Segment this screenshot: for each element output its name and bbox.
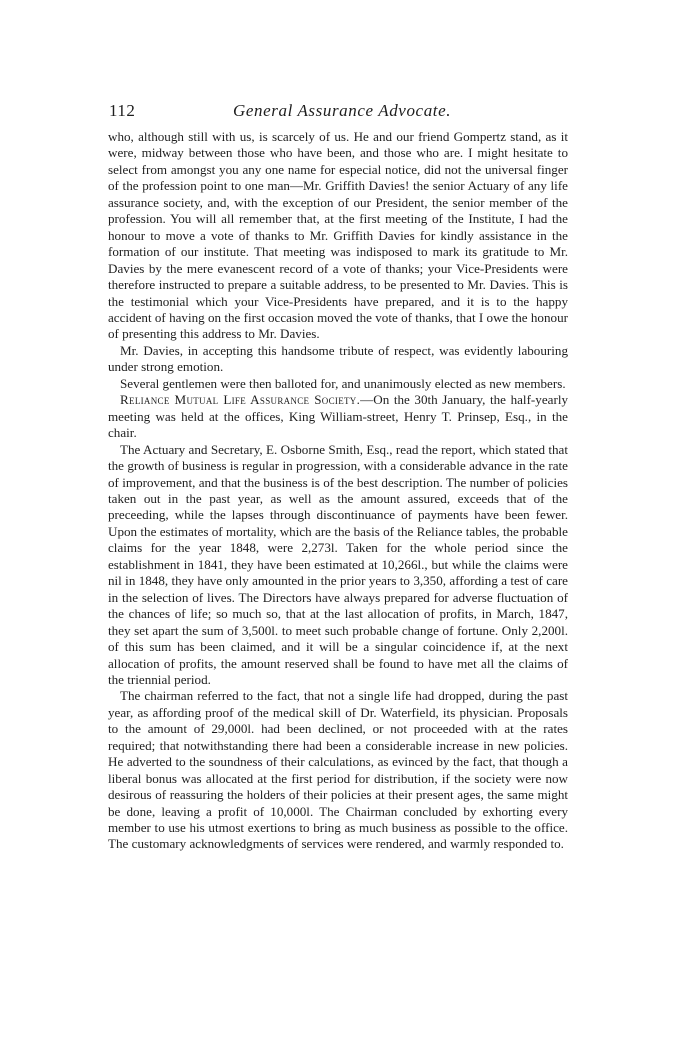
paragraph-chairman: The chairman referred to the fact, that not a single life had dropped, during the past year, as affording proof of the medical skill of Dr. Waterfield, its physician. Proposals to the amount of 29,000l. had been declined, or not proceeded with at the rates required; that notwithstanding there had been a considerable increase in new policies. He adverted to the soundness of their calculations, as evinced by the fact, that though a liberal bonus was allocated at the first period for distribution, if the society were now desirous of reassuring the holders of their policies at their present ages, the same might be done, leaving a profit of 10,000l. The Chairman concluded by exhorting every member to use his utmost exertions to bring as much business as possible to the office. The customary acknowledgments of services were rendered, and warmly responded to. bbox=[108, 688, 568, 852]
paragraph-continued: who, although still with us, is scarcely of us. He and our friend Gompertz stand, as it were, midway between those who have been, and those who are. I might hesitate to select from amongst you any one name for especial notice, did not the universal finger of the profession point to one man—Mr. Griffith Davies! the senior Actuary of any life assurance society, and, with the exception of our President, the senior member of the profession. You will all remember that, at the first meeting of the Institute, I had the honour to move a vote of thanks to Mr. Griffith Davies for kindly assistance in the formation of our institute. That meeting was indisposed to mark its gratitude to Mr. Davies by the mere evanescent record of a vote of thanks; your Vice-Presidents were therefore instructed to prepare a suitable address, to be presented to Mr. Davies. This is the testimonial which your Vice-Presidents have prepared, and it is to the happy accident of having on the first occasion moved the vote of thanks, that I owe the honour of presenting this address to Mr. Davies. bbox=[108, 129, 568, 342]
paragraph-new-members: Several gentlemen were then balloted for, and unanimously elected as new members. bbox=[120, 375, 566, 391]
page-header bbox=[109, 101, 569, 125]
paragraph-report: The Actuary and Secretary, E. Osborne Smith, Esq., read the report, which stated that the growth of business is regular in progression, with a considerable advance in the rate of improvement, and that the business is of the best description. The number of policies taken out in the past year, as well as the amount assured, exceeds that of the preceeding, while the lapses through discontinuance of payments have been fewer. Upon the estimates of mortality, which are the basis of the Reliance tables, the probable claims for the year 1848, were 2,273l. Taken for the whole period since the establishment in 1841, they have been estimated at 10,266l., but while the claims were nil in 1848, they have only amounted in the prior years to 3,350, affording a test of care in the selection of lives. The Directors have always prepared for adverse fluctuation of the chances of life; so much so, that at the last allocation of profits, in March, 1847, they set apart the sum of 3,500l. to meet such probable change of fortune. Only 2,200l. of this sum has been claimed, and it will be a singular coincidence if, at the next allocation of profits, the amount reserved shall be found to have met all the claims of the triennial period. bbox=[108, 441, 568, 687]
section-heading-text: —On the 30th January, the half-yearly meeting was held at the offices, King William-street, Henry T. Prinsep, Esq., in the chair. bbox=[108, 392, 569, 441]
section-heading: Reliance Mutual Life Assurance Society. bbox=[120, 392, 361, 408]
page-number: 112 bbox=[109, 101, 136, 120]
running-title: General Assurance Advocate. bbox=[233, 101, 452, 120]
paragraph-reliance-heading bbox=[108, 392, 568, 441]
body-text bbox=[108, 129, 568, 853]
paragraph-davies-response: Mr. Davies, in accepting this handsome tribute of respect, was evidently labouring under strong emotion. bbox=[108, 342, 568, 375]
